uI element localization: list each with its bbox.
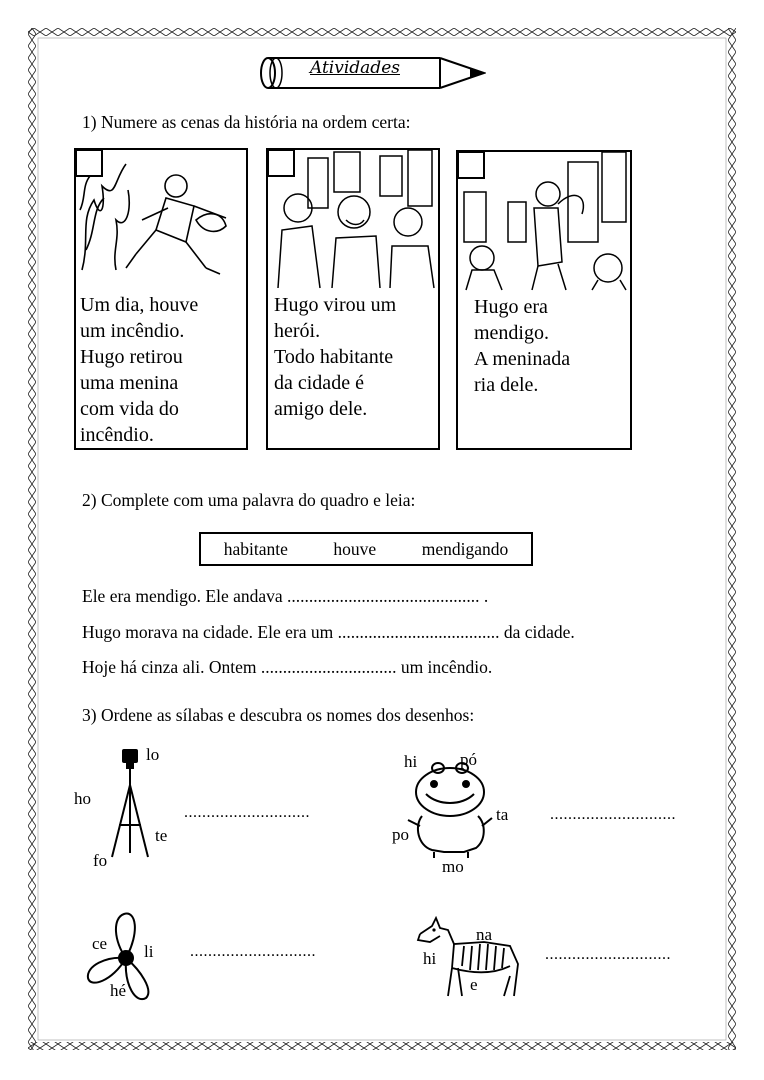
syllable: li — [144, 942, 154, 961]
syllable: hi — [404, 752, 418, 771]
scene-card-1 — [74, 148, 248, 450]
syllable: hé — [110, 981, 127, 1000]
syllable: po — [392, 825, 409, 844]
fill-sentence-2[interactable]: Hugo morava na cidade. Ele era um ..................................... da cidade. — [82, 622, 575, 642]
syllable: ho — [74, 789, 91, 808]
syllable: fo — [93, 851, 108, 870]
fill-sentence-3[interactable]: Hoje há cinza ali. Ontem ............................... um incêndio. — [82, 657, 493, 677]
answer-blank-2[interactable]: ............................ — [550, 806, 676, 823]
scene-number-box-1[interactable] — [75, 149, 103, 177]
q3-prompt: 3) Ordene as sílabas e descubra os nomes dos desenhos: — [82, 705, 475, 725]
scene-caption-3: Hugo era mendigo. A meninada ria dele. — [474, 296, 571, 396]
scene-card-3 — [456, 150, 632, 450]
word-bank-item: habitante — [223, 538, 288, 559]
syllable: ta — [496, 805, 509, 824]
syllable: lo — [146, 745, 160, 764]
syllable: pó — [460, 750, 477, 769]
scene-caption-1: Um dia, houve um incêndio. Hugo retirou uma menina com vida do incêndio. — [80, 294, 199, 446]
answer-blank-1[interactable]: ............................ — [184, 804, 310, 821]
word-bank-box — [199, 532, 533, 566]
q2-prompt: 2) Complete com uma palavra do quadro e leia: — [82, 490, 416, 510]
q1-prompt: 1) Numere as cenas da história na ordem certa: — [82, 112, 411, 132]
scene-caption-2: Hugo virou um herói. Todo habitante da cidade é amigo dele. — [274, 294, 397, 420]
word-bank-item: mendigando — [421, 538, 509, 559]
syllable: mo — [442, 857, 464, 876]
answer-blank-3[interactable]: ............................ — [190, 943, 316, 960]
fill-sentence-1[interactable]: Ele era mendigo. Ele andava ............................................ . — [82, 586, 489, 606]
answer-blank-4[interactable]: ............................ — [545, 946, 671, 963]
syllable: ce — [92, 934, 108, 953]
scene-number-box-2[interactable] — [267, 149, 295, 177]
syllable: na — [476, 925, 493, 944]
syllable: e — [470, 975, 478, 994]
scene-number-box-3[interactable] — [457, 151, 485, 179]
scene-card-2 — [266, 148, 440, 450]
hippo-icon — [404, 760, 498, 858]
syllable: hi — [423, 949, 437, 968]
page-title: Atividades — [310, 58, 400, 78]
syllable: te — [155, 826, 168, 845]
word-bank-item: houve — [333, 538, 377, 559]
